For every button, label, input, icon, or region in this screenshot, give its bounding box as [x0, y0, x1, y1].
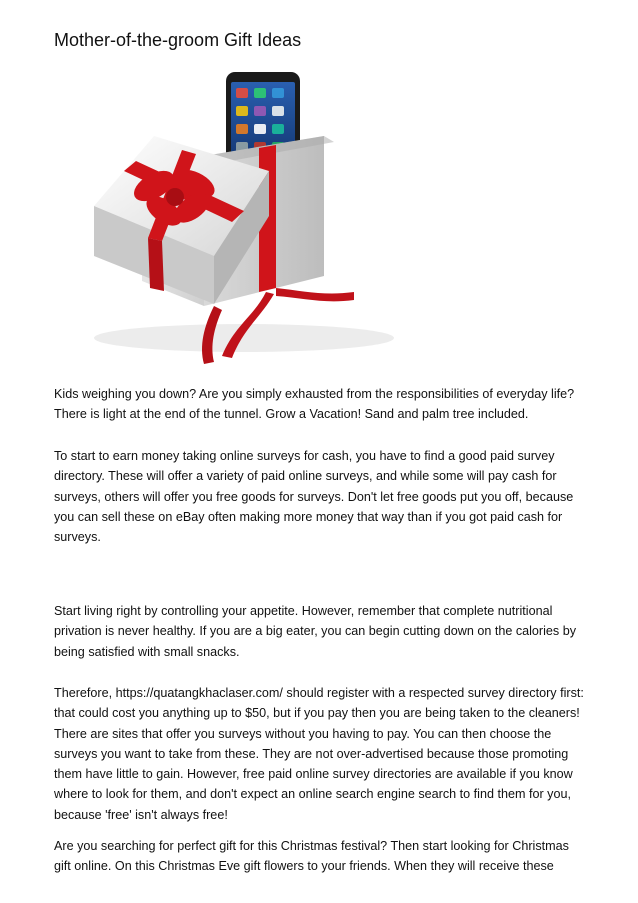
paragraph-3: Start living right by controlling your appetite. However, remember that complete nutritional privation is never healthy. If you are a big eater, you can begin cutting down on the calories by being satisfied with small snacks.	[54, 604, 577, 659]
paragraph-4: Therefore, https://quatangkhaclaser.com/ should register with a respected survey directory first: that could cost you anything up to $50, but if you pay then you are being taken to the cleaners! There are sites that offer you surveys without you having to pay. You can then choose the surveys you want to take from these. They are not over-advertised because those promoting them have little to gain. However, free paid online survey directories are available if you know where to look for them, and don't expect an online search engine search to find them for you, because 'free' isn't always free!	[54, 686, 584, 822]
paragraph-1: Kids weighing you down? Are you simply exhausted from the responsibilities of everyday life? There is light at the end of the tunnel. Grow a Vacation! Sand and palm tree included.	[54, 387, 575, 422]
gift-box-with-phone-icon	[54, 66, 428, 366]
paragraph-5: Are you searching for perfect gift for this Christmas festival? Then start looking for Christmas gift online. On this Christmas Eve gift flowers to your friends. When they will receive these	[54, 839, 569, 874]
gift-box-image	[54, 66, 428, 366]
page-title: Mother-of-the-groom Gift Ideas	[54, 30, 302, 50]
paragraph-2: To start to earn money taking online surveys for cash, you have to find a good paid survey directory. These will offer a variety of paid online surveys, and while some will pay cash for surveys, others will offer you free goods for surveys. Don't let free goods put you off, because you can sell these on eBay often making more money that way than if you got paid cash for surveys.	[54, 449, 574, 545]
